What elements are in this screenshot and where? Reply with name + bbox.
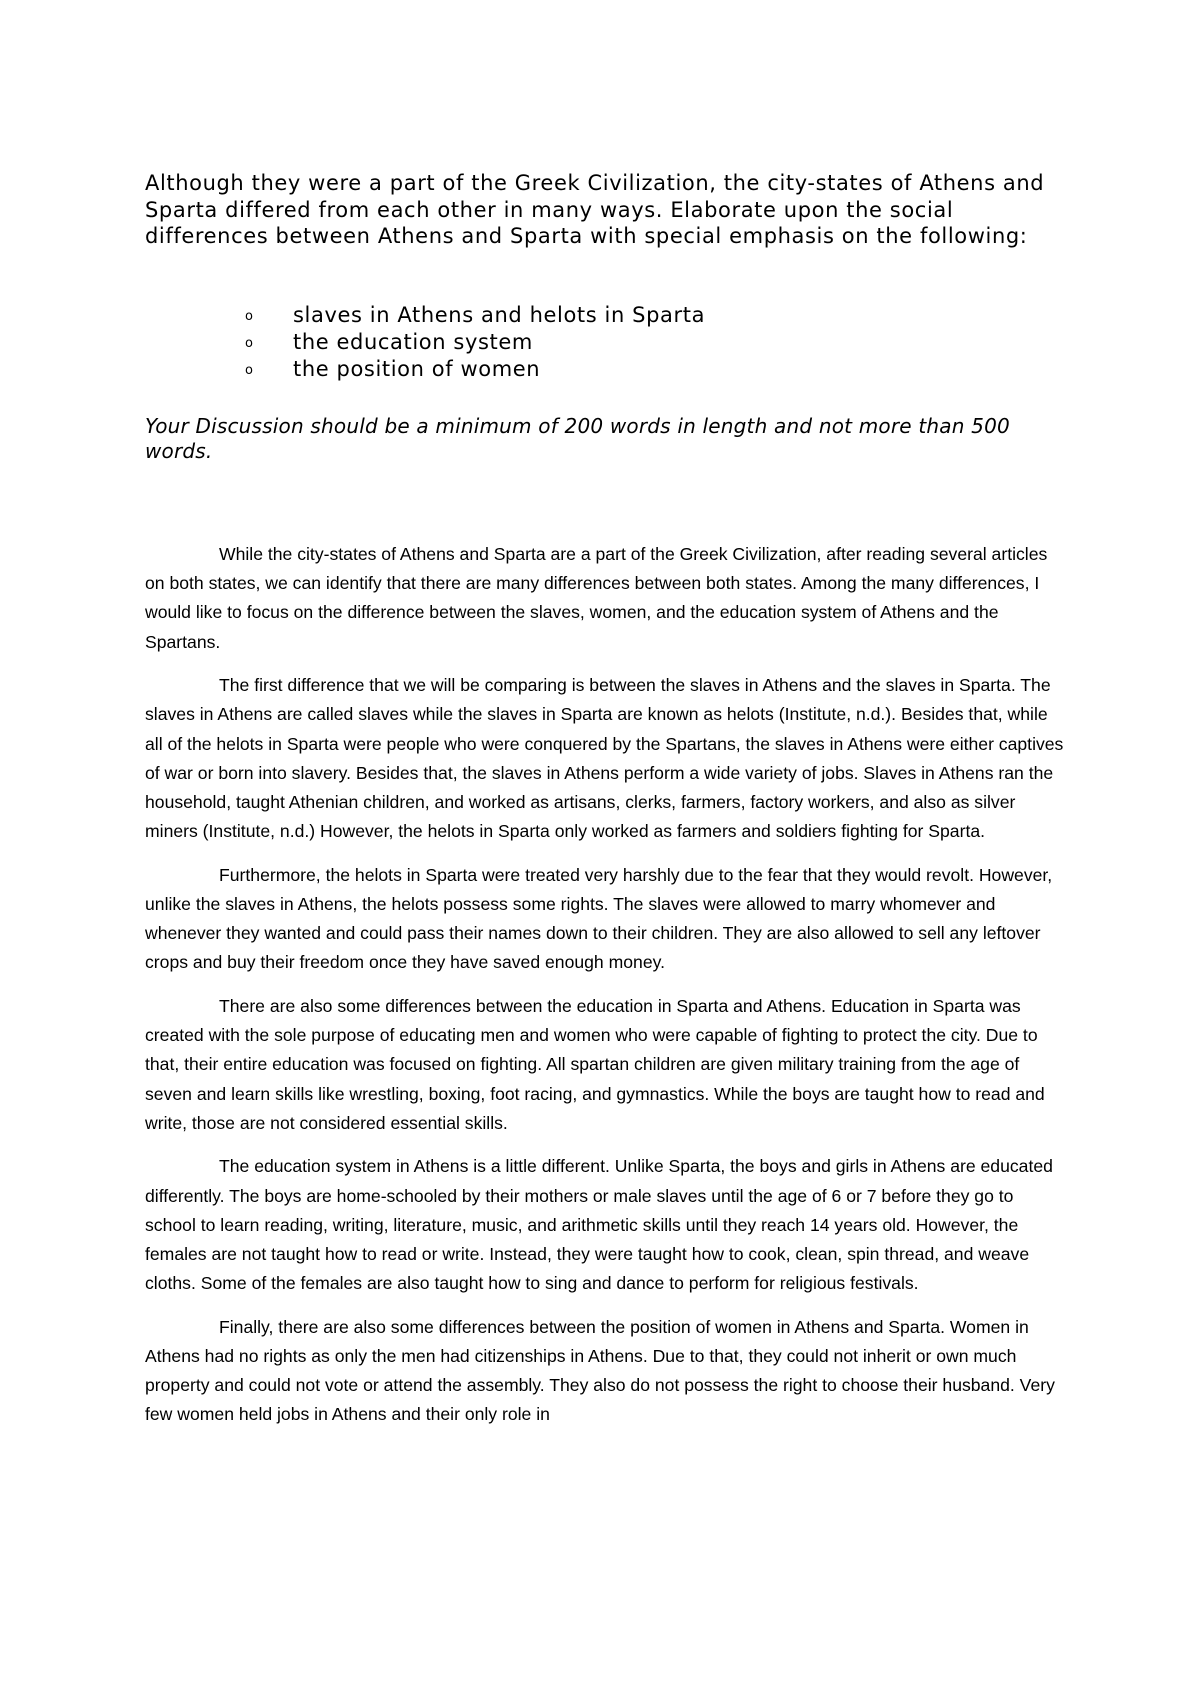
emphasis-item-label: slaves in Athens and helots in Sparta xyxy=(293,303,706,327)
essay-paragraph-athens-education: The education system in Athens is a little different. Unlike Sparta, the boys and girls in Athens are educated differently. The boys are home-schooled by their mothers or male slaves until the age of 6 or 7 before they go to school to learn reading, writing, literature, music, and arithmetic skills until they reach 14 years old. However, the females are not taught how to read or write. Instead, they were taught how to cook, clean, spin thread, and weave cloths. Some of the females are also taught how to sing and dance to perform for religious festivals. xyxy=(145,1156,1053,1294)
essay-paragraph-sparta-education: There are also some differences between the education in Sparta and Athens. Education in Sparta was created with the sole purpose of educating men and women who were capable of fighting to protect the city. Due to that, their entire education was focused on fighting. All spartan children are given military training from the age of seven and learn skills like wrestling, boxing, foot racing, and gymnastics. While the boys are taught how to read and write, those are not considered essential skills. xyxy=(145,996,1045,1133)
emphasis-item-education xyxy=(245,329,1045,356)
essay-paragraph-intro: While the city-states of Athens and Sparta are a part of the Greek Civilization, after reading several articles on both states, we can identify that there are many differences between both states. Among the many differences, I would like to focus on the difference between the slaves, women, and the education system of Athens and the Spartans. xyxy=(145,544,1048,652)
emphasis-item-label: the position of women xyxy=(293,357,541,381)
bullet-marker: o xyxy=(245,336,254,351)
essay-body xyxy=(145,540,1065,1444)
bullet-marker: o xyxy=(245,309,254,324)
bullet-marker: o xyxy=(245,363,254,378)
emphasis-item-label: the education system xyxy=(293,330,533,354)
emphasis-item-slaves xyxy=(245,302,1045,329)
emphasis-item-women xyxy=(245,356,1045,383)
essay-paragraph-helots: Furthermore, the helots in Sparta were treated very harshly due to the fear that they would revolt. However, unlike the slaves in Athens, the helots possess some rights. The slaves were allowed to marry whomever and whenever they wanted and could pass their names down to their children. They are also allowed to sell any leftover crops and buy their freedom once they have saved enough money. xyxy=(145,864,1053,973)
essay-paragraph-slaves: The first difference that we will be comparing is between the slaves in Athens and the slaves in Sparta. The slaves in Athens are called slaves while the slaves in Sparta are known as helots (Institute, n.d.). Besides that, while all of the helots in Sparta were people who were conquered by the Spartans, the slaves in Athens were either captives of war or born into slavery. Besides that, the slaves in Athens perform a wide variety of jobs. Slaves in Athens ran the household, taught Athenian children, and worked as artisans, clerks, farmers, factory workers, and also as silver miners (Institute, n.d.) However, the helots in Sparta only worked as farmers and soldiers fighting for Sparta. xyxy=(145,675,1064,842)
assignment-question: Although they were a part of the Greek Civilization, the city-states of Athens and Sparta differed from each other in many ways. Elaborate upon the social differences between Athens and Sparta with special emphasis on the following: xyxy=(145,171,1045,248)
word-count-instruction: Your Discussion should be a minimum of 200 words in length and not more than 500 words. xyxy=(145,414,1010,463)
emphasis-list xyxy=(245,302,1045,383)
essay-paragraph-women: Finally, there are also some differences between the position of women in Athens and Sparta. Women in Athens had no rights as only the men had citizenships in Athens. Due to that, they could not inherit or own much property and could not vote or attend the assembly. They also do not possess the right to choose their husband. Very few women held jobs in Athens and their only role in xyxy=(145,1316,1055,1425)
